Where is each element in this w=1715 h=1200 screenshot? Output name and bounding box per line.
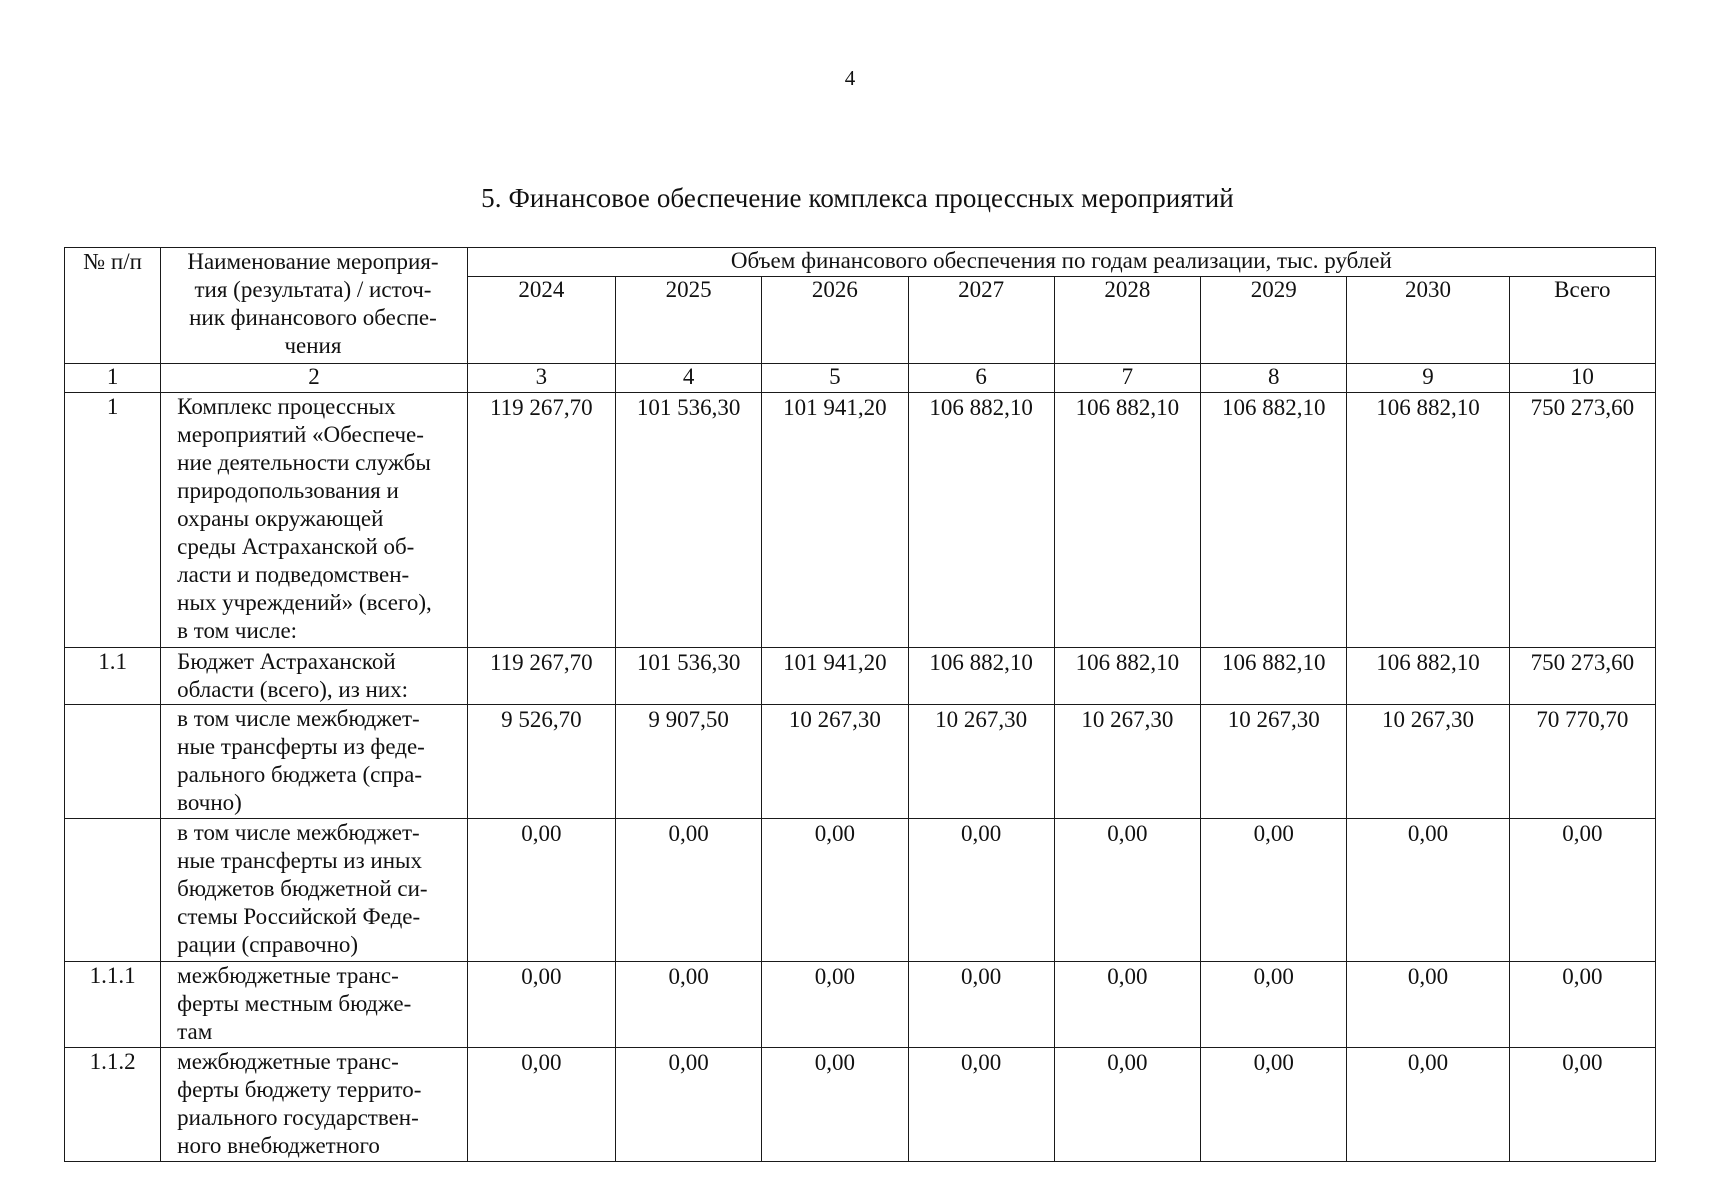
- value-text: 106 882,10: [929, 395, 1033, 420]
- row-name-cell: [161, 705, 468, 819]
- value-text: 10 267,30: [1227, 707, 1320, 732]
- index-label: 10: [1570, 364, 1594, 389]
- value-text: 106 882,10: [1376, 650, 1480, 675]
- value-text: 101 536,30: [636, 650, 741, 675]
- header-year-cell: [908, 277, 1054, 364]
- header-year-cell: [762, 277, 908, 364]
- value-cell: [1347, 705, 1509, 819]
- row-name: межбюджетные транс- ферты бюджету террито- риального государствен- ного внебюджетного: [177, 1049, 422, 1158]
- value-text: 0,00: [668, 821, 709, 846]
- value-cell: [616, 1048, 762, 1162]
- value-cell: [908, 393, 1054, 648]
- value-cell: [467, 819, 615, 962]
- index-cell: [65, 364, 161, 393]
- value-cell: [1347, 648, 1509, 705]
- value-cell: [1201, 1048, 1347, 1162]
- value-cell: [467, 705, 615, 819]
- index-label: 8: [1267, 364, 1280, 389]
- value-cell: [908, 1048, 1054, 1162]
- value-text: 0,00: [961, 964, 1002, 989]
- row-name: межбюджетные транс- ферты местным бюдже- там: [177, 963, 412, 1044]
- value-cell: [1201, 819, 1347, 962]
- value-cell: [616, 393, 762, 648]
- value-cell: [1201, 648, 1347, 705]
- value-cell: [1054, 648, 1200, 705]
- index-cell: [1347, 364, 1509, 393]
- index-label: 5: [829, 364, 841, 389]
- header-year-cell: [1201, 277, 1347, 364]
- row-num: 1.1.1: [89, 963, 136, 988]
- page-number: 4: [844, 66, 856, 90]
- value-text: 10 267,30: [935, 707, 1028, 732]
- row-num: 1.1: [98, 649, 127, 674]
- index-label: 2: [308, 364, 320, 389]
- value-text: 0,00: [1562, 1050, 1603, 1075]
- header-year-label: 2027: [958, 277, 1005, 302]
- table-row: [65, 648, 1656, 705]
- value-cell: [467, 393, 615, 648]
- value-text: 9 526,70: [501, 707, 582, 732]
- value-text: 0,00: [1407, 1050, 1449, 1075]
- value-cell: [1347, 819, 1509, 962]
- value-cell: [908, 962, 1054, 1048]
- index-row: [65, 364, 1656, 393]
- index-label: 9: [1422, 364, 1434, 389]
- value-text: 10 267,30: [1081, 707, 1174, 732]
- row-name: в том числе межбюджет- ные трансферты из феде- рального бюджета (спра- вочно): [177, 706, 425, 815]
- value-cell: [908, 705, 1054, 819]
- value-text: 119 267,70: [490, 650, 593, 675]
- value-cell: [616, 705, 762, 819]
- value-text: 0,00: [1407, 821, 1449, 846]
- row-num: 1: [106, 394, 119, 419]
- value-cell: [1054, 1048, 1200, 1162]
- value-text: 0,00: [1253, 1050, 1294, 1075]
- header-num-label: № п/п: [83, 249, 142, 274]
- value-cell: [616, 648, 762, 705]
- value-text: 0,00: [814, 1050, 856, 1075]
- value-text: 0,00: [668, 964, 709, 989]
- value-text: 0,00: [1107, 1050, 1148, 1075]
- header-name-label: Наименование мероприя- тия (результата) / источ- ник финансового обеспе- чения: [187, 249, 439, 358]
- header-group-cell: [467, 248, 1655, 277]
- value-cell: [1054, 393, 1200, 648]
- table-row: [65, 705, 1656, 819]
- value-text: 0,00: [1407, 964, 1449, 989]
- row-num-cell: [65, 393, 161, 648]
- header-year-cell: [467, 277, 615, 364]
- index-cell: [467, 364, 615, 393]
- value-text: 0,00: [668, 1050, 709, 1075]
- row-name: в том числе межбюджет- ные трансферты из иных бюджетов бюджетной си- стемы Российской Феде- рации (справочно): [177, 820, 428, 957]
- value-cell: [1509, 705, 1655, 819]
- value-cell: [1201, 705, 1347, 819]
- value-cell: [467, 1048, 615, 1162]
- value-cell: [1509, 1048, 1655, 1162]
- header-year-label: 2029: [1250, 277, 1297, 302]
- value-cell: [467, 648, 615, 705]
- header-row-1: [65, 248, 1656, 277]
- value-text: 0,00: [1562, 964, 1603, 989]
- value-cell: [908, 819, 1054, 962]
- header-num-cell: [65, 248, 161, 364]
- row-name-cell: [161, 393, 468, 648]
- value-text: 0,00: [1107, 821, 1148, 846]
- header-year-label: Всего: [1554, 277, 1611, 302]
- table-row: [65, 962, 1656, 1048]
- header-name-cell: [161, 248, 468, 364]
- value-text: 0,00: [521, 821, 562, 846]
- index-cell: [1201, 364, 1347, 393]
- index-cell: [161, 364, 468, 393]
- index-cell: [762, 364, 908, 393]
- index-cell: [1054, 364, 1200, 393]
- row-num: 1.1.2: [89, 1049, 136, 1074]
- row-num-cell: [65, 819, 161, 962]
- value-text: 106 882,10: [1221, 650, 1326, 675]
- value-text: 0,00: [1562, 821, 1603, 846]
- value-cell: [1054, 705, 1200, 819]
- value-cell: [908, 648, 1054, 705]
- index-label: 7: [1121, 364, 1134, 389]
- header-year-cell: [1509, 277, 1655, 364]
- value-text: 0,00: [961, 821, 1002, 846]
- value-text: 750 273,60: [1530, 395, 1635, 420]
- value-cell: [1347, 1048, 1509, 1162]
- value-text: 0,00: [961, 1050, 1002, 1075]
- value-text: 101 941,20: [783, 395, 887, 420]
- value-cell: [1201, 393, 1347, 648]
- row-name-cell: [161, 1048, 468, 1162]
- value-cell: [1509, 819, 1655, 962]
- value-text: 750 273,60: [1530, 650, 1635, 675]
- value-text: 101 536,30: [636, 395, 741, 420]
- value-text: 101 941,20: [783, 650, 887, 675]
- header-year-cell: [1054, 277, 1200, 364]
- row-name-cell: [161, 819, 468, 962]
- value-cell: [616, 819, 762, 962]
- row-name: Бюджет Астраханской области (всего), из них:: [177, 649, 409, 702]
- financing-table: [64, 247, 1656, 1162]
- value-cell: [1054, 962, 1200, 1048]
- index-cell: [908, 364, 1054, 393]
- value-cell: [616, 962, 762, 1048]
- value-text: 106 882,10: [1376, 395, 1480, 420]
- value-text: 0,00: [1253, 821, 1294, 846]
- value-cell: [762, 393, 908, 648]
- row-name-cell: [161, 962, 468, 1048]
- value-text: 10 267,30: [788, 707, 881, 732]
- value-text: 0,00: [814, 964, 856, 989]
- value-cell: [762, 819, 908, 962]
- value-text: 0,00: [1107, 964, 1148, 989]
- value-cell: [1509, 393, 1655, 648]
- row-num-cell: [65, 705, 161, 819]
- table-row: [65, 1048, 1656, 1162]
- header-year-label: 2028: [1104, 277, 1151, 302]
- value-cell: [1347, 393, 1509, 648]
- value-cell: [762, 962, 908, 1048]
- header-year-label: 2026: [811, 277, 858, 302]
- header-year-label: 2024: [518, 277, 565, 302]
- value-text: 106 882,10: [929, 650, 1033, 675]
- value-text: 0,00: [521, 1050, 562, 1075]
- value-text: 106 882,10: [1075, 650, 1180, 675]
- value-cell: [1347, 962, 1509, 1048]
- value-text: 0,00: [521, 964, 562, 989]
- value-text: 106 882,10: [1221, 395, 1326, 420]
- header-year-label: 2030: [1404, 277, 1451, 302]
- value-cell: [762, 1048, 908, 1162]
- index-label: 6: [975, 364, 987, 389]
- value-text: 106 882,10: [1075, 395, 1180, 420]
- header-group-label: Объем финансового обеспечения по годам реализации, тыс. рублей: [730, 248, 1392, 273]
- index-label: 3: [535, 364, 548, 389]
- index-label: 1: [106, 364, 119, 389]
- index-cell: [616, 364, 762, 393]
- table-row: [65, 393, 1656, 648]
- row-name-cell: [161, 648, 468, 705]
- header-year-cell: [1347, 277, 1509, 364]
- value-cell: [762, 705, 908, 819]
- value-cell: [1054, 819, 1200, 962]
- value-cell: [1509, 648, 1655, 705]
- value-cell: [1201, 962, 1347, 1048]
- value-cell: [762, 648, 908, 705]
- value-text: 0,00: [814, 821, 856, 846]
- header-year-cell: [616, 277, 762, 364]
- value-text: 0,00: [1253, 964, 1294, 989]
- value-cell: [1509, 962, 1655, 1048]
- section-title: 5. Финансовое обеспечение комплекса процессных мероприятий: [481, 183, 1234, 213]
- table-row: [65, 819, 1656, 962]
- value-cell: [467, 962, 615, 1048]
- value-text: 10 267,30: [1381, 707, 1474, 732]
- row-num-cell: [65, 962, 161, 1048]
- index-label: 4: [682, 364, 695, 389]
- row-name: Комплекс процессных мероприятий «Обеспече- ние деятельности службы природопользования и охраны окружающей среды Астраханской об- ласти и подведомствен- ных учреждений» (всего), в том числе:: [177, 394, 432, 643]
- index-cell: [1509, 364, 1655, 393]
- value-text: 119 267,70: [490, 395, 593, 420]
- header-year-label: 2025: [665, 277, 712, 302]
- value-text: 70 770,70: [1536, 707, 1629, 732]
- row-num-cell: [65, 648, 161, 705]
- row-num-cell: [65, 1048, 161, 1162]
- value-text: 9 907,50: [648, 707, 729, 732]
